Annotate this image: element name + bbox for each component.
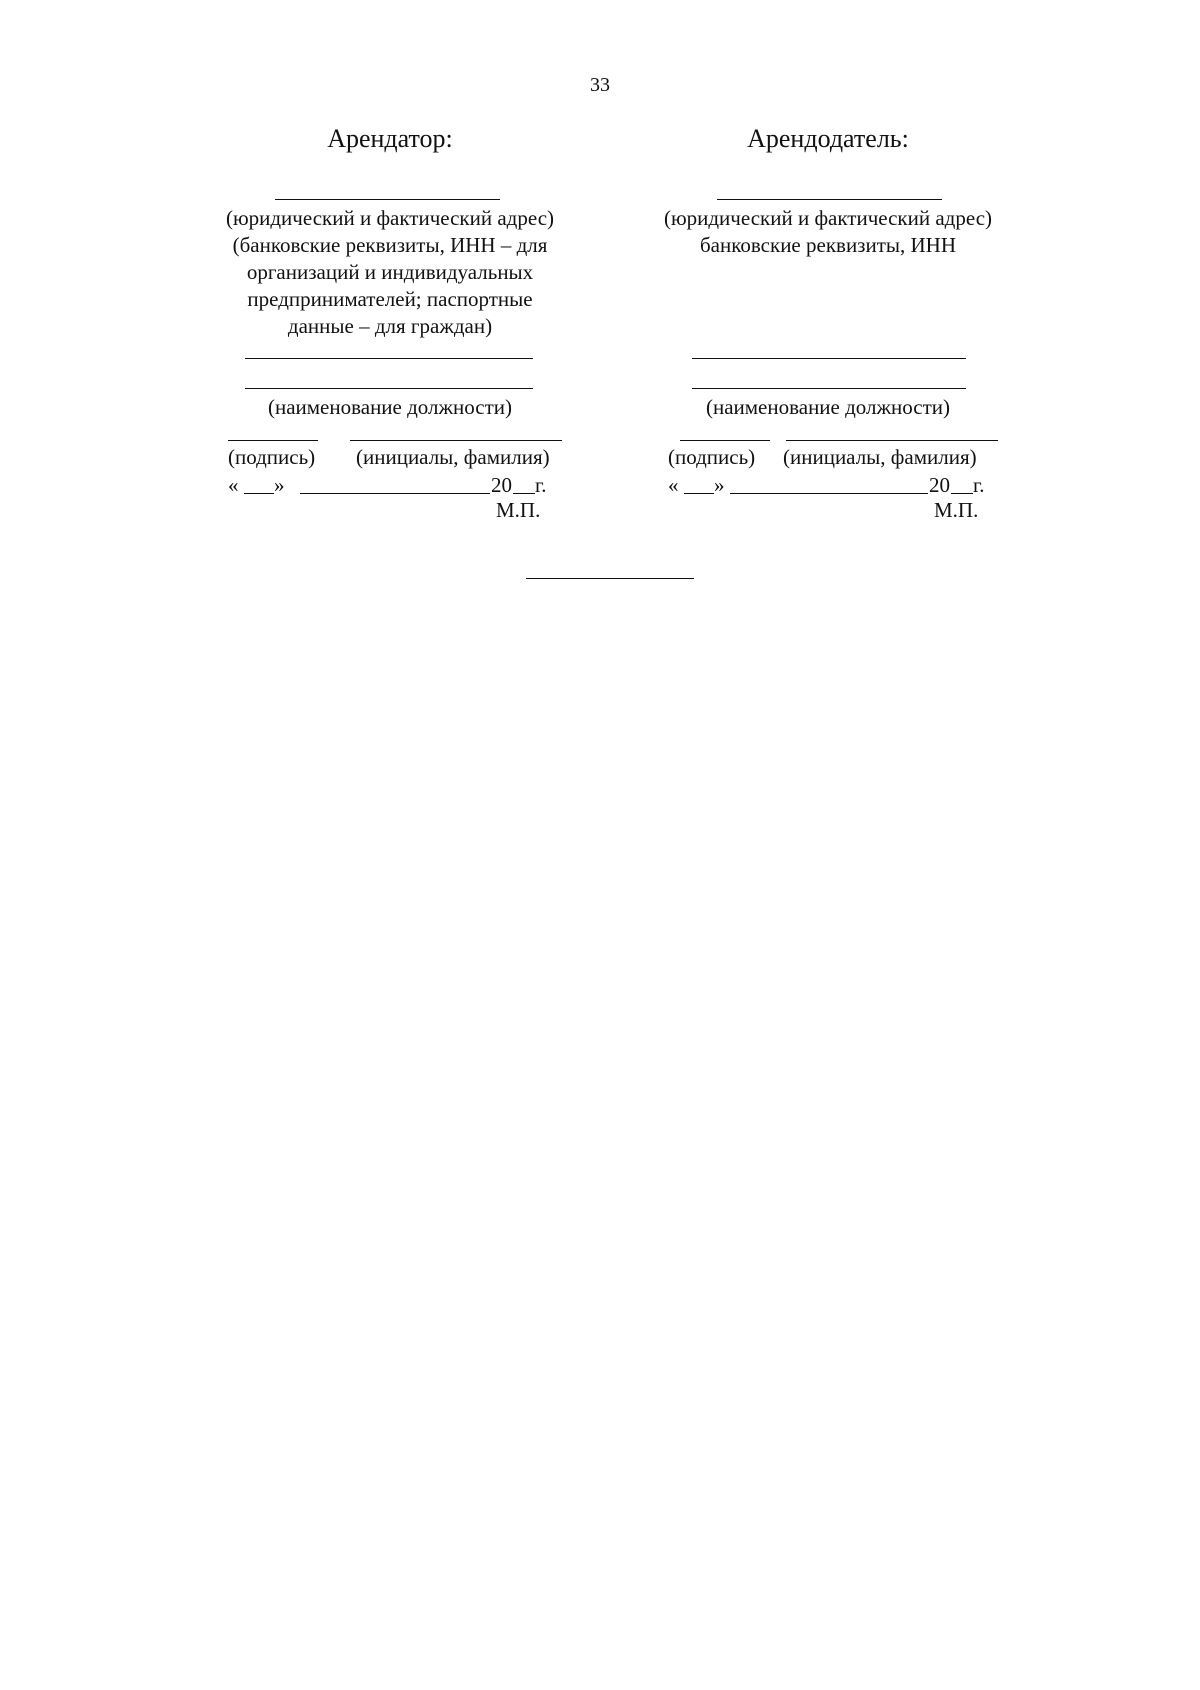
tenant-address-line-3: организаций и индивидуальных bbox=[246, 260, 534, 284]
tenant-year-line bbox=[513, 493, 535, 494]
tenant-date-close-quote: » bbox=[274, 473, 285, 497]
tenant-initials-line bbox=[350, 440, 562, 441]
landlord-address-line-2: банковские реквизиты, ИНН bbox=[700, 233, 956, 257]
tenant-signature-caption: (подпись) bbox=[228, 445, 316, 469]
landlord-year-prefix: 20 bbox=[929, 473, 950, 497]
landlord-position-caption: (наименование должности) bbox=[705, 395, 951, 419]
landlord-position-line bbox=[692, 388, 966, 389]
tenant-position-line bbox=[245, 388, 533, 389]
tenant-address-line-1: (юридический и фактический адрес) bbox=[225, 206, 555, 230]
tenant-stamp: М.П. bbox=[496, 498, 541, 522]
landlord-blank-line-1 bbox=[692, 358, 966, 359]
landlord-date-open-quote: « bbox=[668, 473, 679, 497]
landlord-title: Арендодатель: bbox=[747, 124, 909, 153]
tenant-initials-caption: (инициалы, фамилия) bbox=[356, 445, 550, 469]
tenant-blank-line-1 bbox=[245, 358, 533, 359]
landlord-day-line bbox=[684, 493, 714, 494]
tenant-date-open-quote: « bbox=[228, 473, 239, 497]
tenant-address-line-5: данные – для граждан) bbox=[287, 314, 493, 338]
tenant-year-prefix: 20 bbox=[491, 473, 512, 497]
page-number: 33 bbox=[590, 74, 610, 96]
tenant-day-line bbox=[244, 493, 274, 494]
tenant-address-line-4: предпринимателей; паспортные bbox=[247, 287, 533, 311]
tenant-title: Арендатор: bbox=[327, 124, 453, 153]
end-separator bbox=[526, 578, 694, 579]
landlord-year-line bbox=[951, 493, 973, 494]
landlord-initials-line bbox=[786, 440, 998, 441]
landlord-stamp: М.П. bbox=[934, 498, 979, 522]
landlord-year-suffix: г. bbox=[973, 473, 985, 497]
landlord-initials-caption: (инициалы, фамилия) bbox=[783, 445, 977, 469]
landlord-name-line bbox=[717, 199, 942, 200]
landlord-date-close-quote: » bbox=[714, 473, 725, 497]
landlord-signature-line bbox=[680, 440, 770, 441]
tenant-name-line bbox=[275, 199, 500, 200]
landlord-address-line-1: (юридический и фактический адрес) bbox=[663, 206, 993, 230]
landlord-month-line bbox=[730, 493, 928, 494]
tenant-year-suffix: г. bbox=[535, 473, 547, 497]
tenant-address-line-2: (банковские реквизиты, ИНН – для bbox=[232, 233, 548, 257]
tenant-signature-line bbox=[228, 440, 318, 441]
tenant-position-caption: (наименование должности) bbox=[267, 395, 513, 419]
landlord-signature-caption: (подпись) bbox=[668, 445, 756, 469]
tenant-month-line bbox=[300, 493, 490, 494]
